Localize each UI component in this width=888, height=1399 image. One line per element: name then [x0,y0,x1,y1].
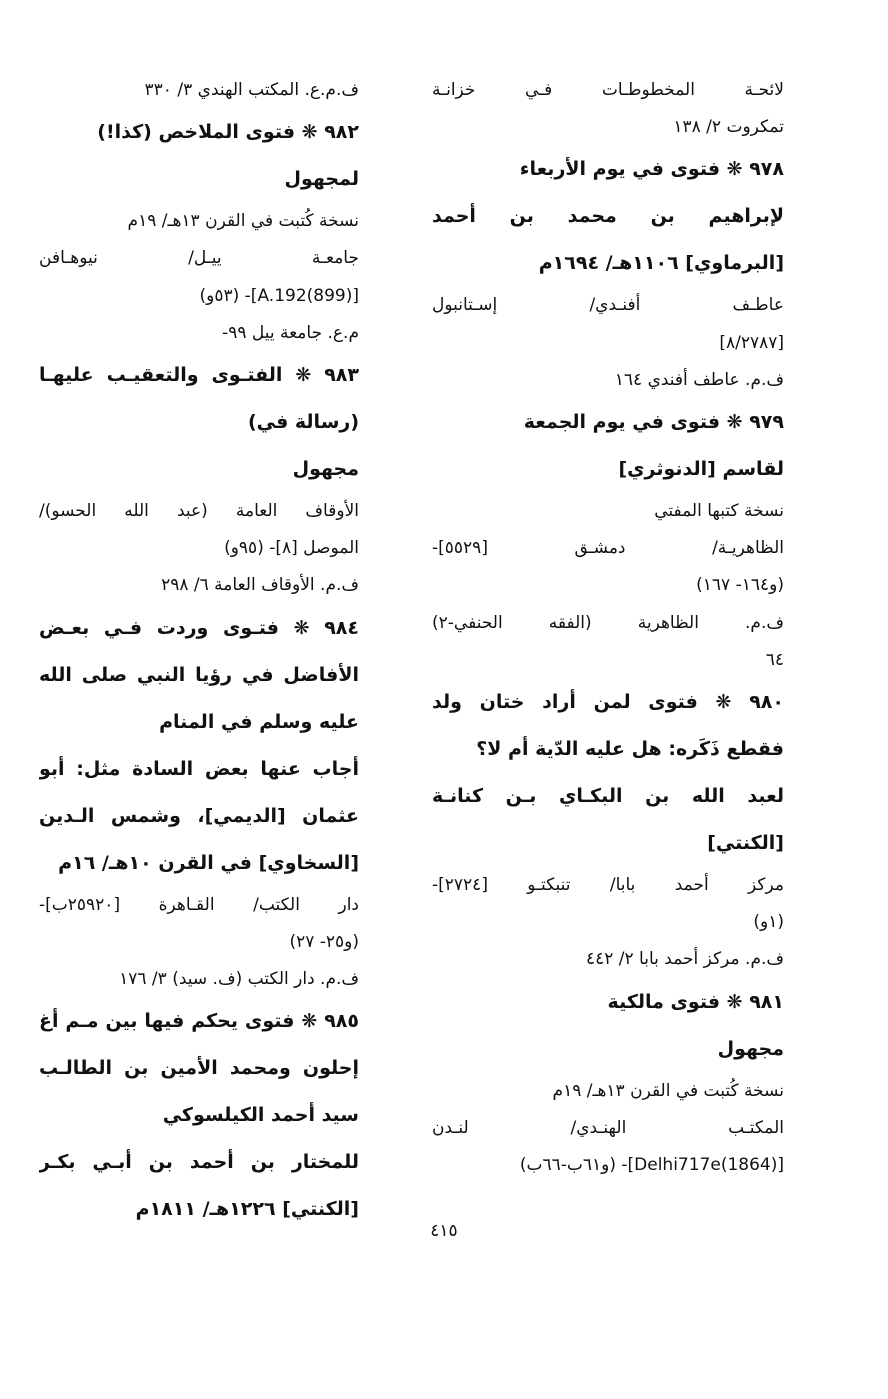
right-column-text-line: المكتـب الهنـدي/ لنـدن [432,1117,784,1138]
page-number: ٤١٥ [430,1221,458,1241]
left-column-bold-line: مجهول [292,458,359,481]
right-column-text-line: [Delhi717e(1864)]- (و٦١ب-٦٦ب) [519,1155,784,1176]
right-column-text-line: ف.م. عاطف أفندي ١٦٤ [614,369,784,390]
left-column-text-line: جامعـة ييـل/ نيوهـافن [39,248,359,269]
left-column-text-line: ف.م. الأوقاف العامة ٦/ ٢٩٨ [161,575,359,596]
left-column-bold-line: [الكنتي] ١٢٢٦هـ/ ١٨١١م [135,1198,359,1221]
left-column-bold-line: عليه وسلم في المنام [159,710,359,733]
left-column-text-line: م.ع. جامعة ييل ٩٩- [222,322,359,343]
left-column-text-line: الموصل [٨]- (٩٥و) [224,538,359,559]
right-column-text-line: (١و) [753,912,784,933]
left-column-text-line: الأوقاف العامة (عبد الله الحسو)/ [39,501,359,522]
right-column-bold-line: مجهول [717,1037,784,1060]
right-column-entry-heading: ٩٨٠ ❋ فتوى لمن أراد ختان ولد [432,691,784,714]
right-column-text-line: لائحـة المخطوطـات فـي خزانـة [432,80,784,100]
left-column-bold-line: لمجهول [284,168,359,191]
right-column-bold-line: [البرماوي] ١١٠٦هـ/ ١٦٩٤م [538,252,784,275]
right-column [432,72,784,1184]
left-column-bold-line: إحلون ومحمد الأمين بن الطالـب [39,1057,359,1080]
right-column-text-line: (و١٦٤- ١٦٧) [696,575,784,596]
right-column-entry-heading: ٩٧٨ ❋ فتوى في يوم الأربعاء [519,158,784,181]
left-column-text-line: دار الكتب/ القـاهرة [٢٥٩٢٠ب]- [39,894,359,915]
left-column-text-line: نسخة كُتبت في القرن ١٣هـ/ ١٩م [127,211,359,232]
right-column-text-line: [٨/٢٧٨٧] [719,332,784,353]
left-column-bold-line: (رسالة في) [247,411,359,434]
right-column-text-line: نسخة كتبها المفتي [654,501,784,522]
left-column-bold-line: للمختار بن أحمد بن أبـي بكـر [39,1151,359,1174]
left-column [39,72,359,1233]
right-column-bold-line: [الكنتي] [707,832,784,855]
left-column-bold-line: سيد أحمد الكيلسوكي [162,1104,359,1127]
right-column-text-line: الظاهريـة/ دمشـق [٥٥٢٩]- [432,538,784,559]
right-column-bold-line: لإبراهيم بن محمد بن أحمد [432,205,784,228]
left-column-text-line: ف.م.ع. المكتب الهندي ٣/ ٣٣٠ [144,80,359,100]
right-column-bold-line: لعبد الله بن البكـاي بـن كنانـة [432,785,784,808]
right-column-text-line: ٦٤ [765,649,784,670]
left-column-entry-heading: ٩٨٥ ❋ فتوى يحكم فيها بين مـم أغ [39,1010,359,1033]
left-column-text-line: ف.م. دار الكتب (ف. سيد) ٣/ ١٧٦ [119,969,359,990]
right-column-text-line: ف.م. الظاهرية (الفقه الحنفي-٢) [432,612,784,633]
left-column-entry-heading: ٩٨٣ ❋ الفتـوى والتعقيـب عليهـا [39,364,359,387]
right-column-text-line: تمكروت ٢/ ١٣٨ [673,117,784,138]
right-column-entry-heading: ٩٨١ ❋ فتوى مالكية [607,990,784,1013]
right-column-text-line: نسخة كُتبت في القرن ١٣هـ/ ١٩م [552,1080,784,1101]
right-column-text-line: مركز أحمد بابا/ تنبكتـو [٢٧٢٤]- [432,875,784,896]
left-column-bold-line: [السخاوي] في القرن ١٠هـ/ ١٦م [58,851,359,874]
right-column-text-line: عاطـف أفنـدي/ إسـتانبول [432,295,784,316]
right-column-bold-line: فقطع ذَكَره: هل عليه الدّية أم لا؟ [476,738,784,761]
left-column-bold-line: أجاب عنها بعض السادة مثل: أبو [39,757,359,780]
right-column-entry-heading: ٩٧٩ ❋ فتوى في يوم الجمعة [523,411,784,434]
left-column-bold-line: عثمان [الديمي]، وشمس الـدين [39,804,359,827]
right-column-bold-line: لقاسم [الدنوثري] [618,458,784,481]
left-column-entry-heading: ٩٨٤ ❋ فتـوى وردت فـي بعـض [39,616,359,639]
left-column-bold-line: الأفاضل في رؤيا النبي صلى الله [39,663,359,686]
left-column-text-line: (و٢٥- ٢٧) [289,931,359,952]
left-column-text-line: [A.192(899)]- (٥٣و) [199,285,359,306]
right-column-text-line: ف.م. مركز أحمد بابا ٢/ ٤٤٢ [585,949,784,970]
left-column-entry-heading: ٩٨٢ ❋ فتوى الملاخص (كذا!) [97,121,359,144]
